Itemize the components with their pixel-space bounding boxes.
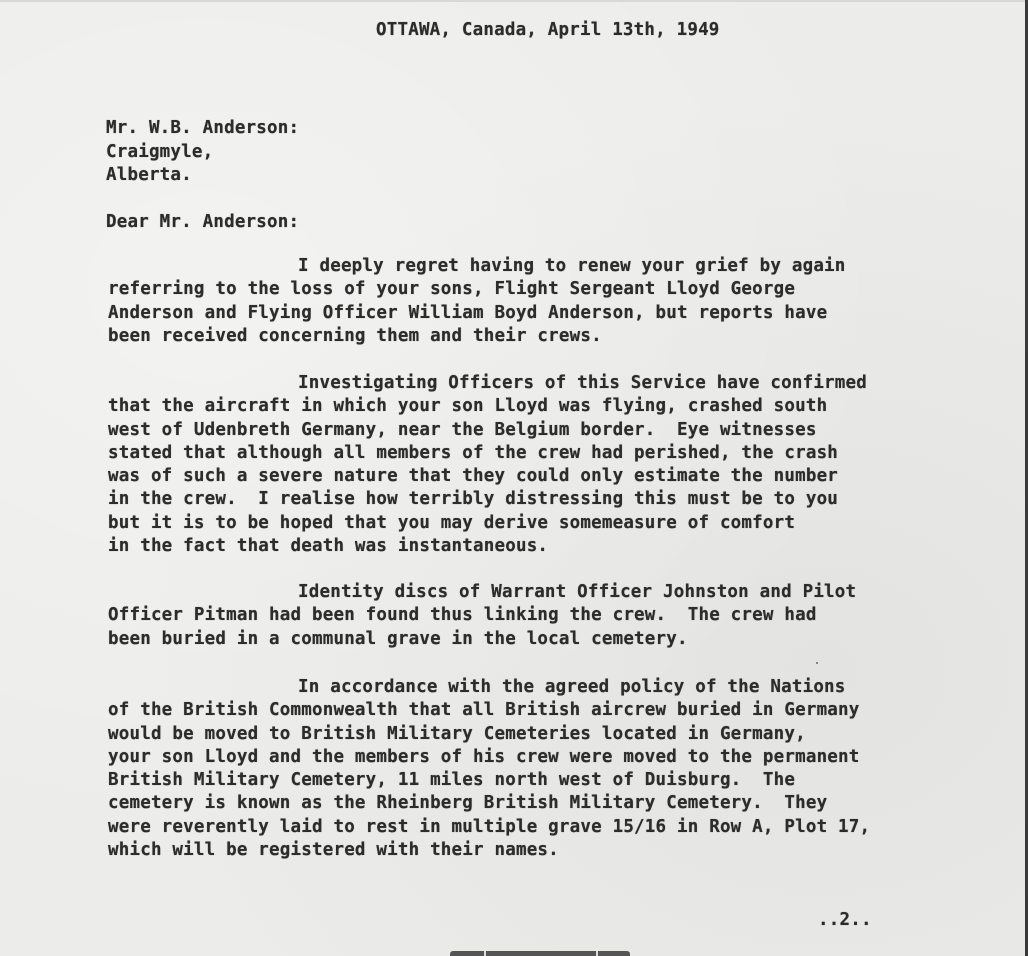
paragraph-line: your son Lloyd and the members of his crew were moved to the permanent [108,746,860,767]
page-top-edge [0,0,1028,2]
recipient-town: Craigmyle, [106,142,214,162]
paragraph-line: referring to the loss of your sons, Flight Sergeant Lloyd George [108,279,796,300]
paper-speck [816,662,818,664]
paragraph-3 [108,581,968,651]
paragraph-line: which will be registered with their names. [108,840,559,861]
paragraph-line: cemetery is known as the Rheinberg British Military Cemetery. They [108,793,828,814]
paragraph-line: in the fact that death was instantaneous. [108,536,549,557]
paragraph-line: I deeply regret having to renew your grief by again [298,256,846,276]
letter-salutation: Dear Mr. Anderson: [106,212,300,232]
viewer-tab-strip[interactable] [450,951,630,956]
paragraph-line: would be moved to British Military Cemeteries located in Germany, [108,723,806,744]
recipient-province: Alberta. [106,165,192,185]
paragraph-4 [108,676,968,862]
paragraph-line: was of such a severe nature that they could only estimate the number [108,466,839,487]
paragraph-line: that the aircraft in which your son Lloyd was flying, crashed south [108,396,828,417]
paragraph-line: were reverently laid to rest in multiple grave 15/16 in Row A, Plot 17, [108,816,871,837]
recipient-name: Mr. W.B. Anderson: [106,118,300,138]
paragraph-2 [108,372,968,558]
paragraph-line: west of Udenbreth Germany, near the Belgium border. Eye witnesses [108,419,817,440]
paragraph-line: been buried in a communal grave in the local cemetery. [108,628,688,649]
paragraph-line: British Military Cemetery, 11 miles north west of Duisburg. The [108,770,796,791]
page-continuation-marker: ..2.. [818,910,872,930]
paragraph-line: Identity discs of Warrant Officer Johnston and Pilot [298,582,857,602]
paragraph-1 [108,255,968,348]
paragraph-line: stated that although all members of the crew had perished, the crash [108,442,839,463]
paragraph-line: of the British Commonwealth that all British aircrew buried in Germany [108,700,860,721]
paragraph-line: Officer Pitman had been found thus linking the crew. The crew had [108,605,817,626]
letter-dateline: OTTAWA, Canada, April 13th, 1949 [376,20,720,40]
paragraph-line: Investigating Officers of this Service have confirmed [298,373,868,393]
paragraph-line: Anderson and Flying Officer William Boyd Anderson, but reports have [108,302,828,323]
paragraph-line: been received concerning them and their crews. [108,325,602,346]
paragraph-line: but it is to be hoped that you may derive somemeasure of comfort [108,512,796,533]
paragraph-line: in the crew. I realise how terribly distressing this must be to you [108,489,839,510]
paragraph-line: In accordance with the agreed policy of the Nations [298,677,846,697]
